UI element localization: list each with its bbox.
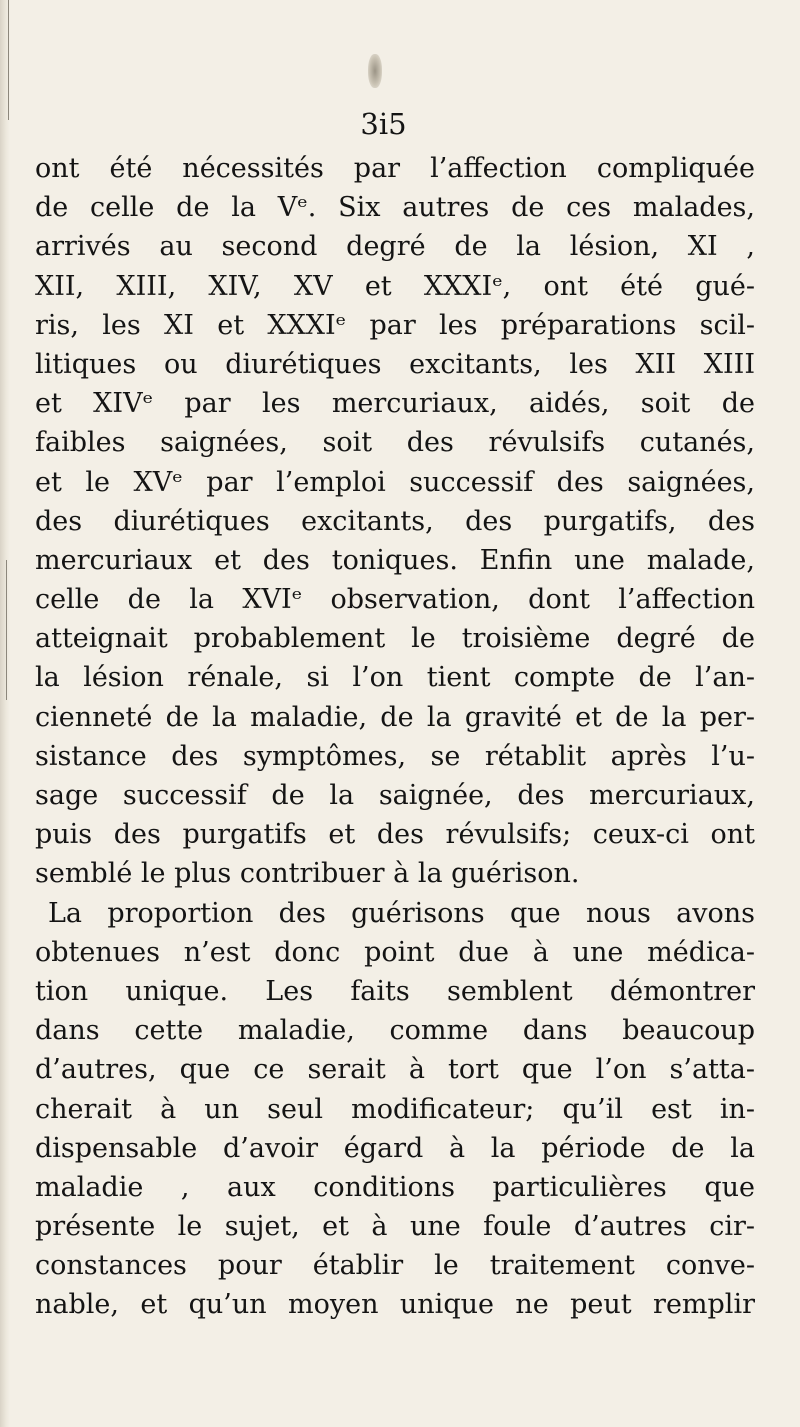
text-line: ont été nécessités par l’affection compliquée [35,153,755,184]
text-line: d’autres, que ce serait à tort que l’on s’atta- [35,1054,755,1086]
page-edge [0,0,10,1427]
text-line: constances pour établir le traitement conve- [35,1250,755,1282]
text-line: de celle de la Vᵉ. Six autres de ces malades, [35,192,755,224]
edge-line-middle [6,560,7,700]
edge-line-top [8,0,9,120]
text-line: cherait à un seul modificateur; qu’il est in- [35,1093,755,1125]
page-number: 3i5 [360,107,407,141]
text-line: maladie , aux conditions particulières que [35,1171,755,1203]
text-line: nable, et qu’un moyen unique ne peut remplir [35,1289,755,1321]
text-line: sistance des symptômes, se rétablit après l’u- [35,740,755,772]
text-line: mercuriaux et des toniques. Enfin une malade, [35,544,755,576]
text-line: faibles saignées, soit des révulsifs cutanés, [35,427,755,459]
text-line: des diurétiques excitants, des purgatifs, des [35,505,755,537]
paragraph [35,149,755,894]
paragraph [35,894,755,1325]
body-text [35,149,755,1325]
text-line: obtenues n’est donc point due à une médica- [35,936,755,968]
text-line: atteignait probablement le troisième degré de [35,623,755,655]
text-line: cienneté de la maladie, de la gravité et de la per- [35,701,755,733]
text-line: ris, les XI et XXXIᵉ par les préparations scil- [35,309,755,341]
text-line: présente le sujet, et à une foule d’autres cir- [35,1211,755,1243]
text-line: dispensable d’avoir égard à la période de la [35,1132,755,1164]
text-line: arrivés au second degré de la lésion, XI , [35,231,755,263]
text-line: semblé le plus contribuer à la guérison. [35,858,580,890]
text-line: sage successif de la saignée, des mercuriaux, [35,780,755,811]
ink-smudge [368,54,382,88]
text-line: la lésion rénale, si l’on tient compte de l’an- [35,662,755,694]
text-line: et le XVᵉ par l’emploi successif des saignées, [35,466,755,498]
text-line: celle de la XVIᵉ observation, dont l’affection [35,584,755,616]
text-line: puis des purgatifs et des révulsifs; ceux-ci ont [35,819,755,851]
text-line: La proportion des guérisons que nous avons [48,897,755,929]
text-line: tion unique. Les faits semblent démontrer [35,975,755,1007]
text-line: dans cette maladie, comme dans beaucoup [35,1015,755,1047]
text-line: et XIVᵉ par les mercuriaux, aidés, soit de [35,388,755,420]
text-line: XII, XIII, XIV, XV et XXXIᵉ, ont été gué- [35,270,755,302]
text-line: litiques ou diurétiques excitants, les XII XIII [35,348,755,380]
